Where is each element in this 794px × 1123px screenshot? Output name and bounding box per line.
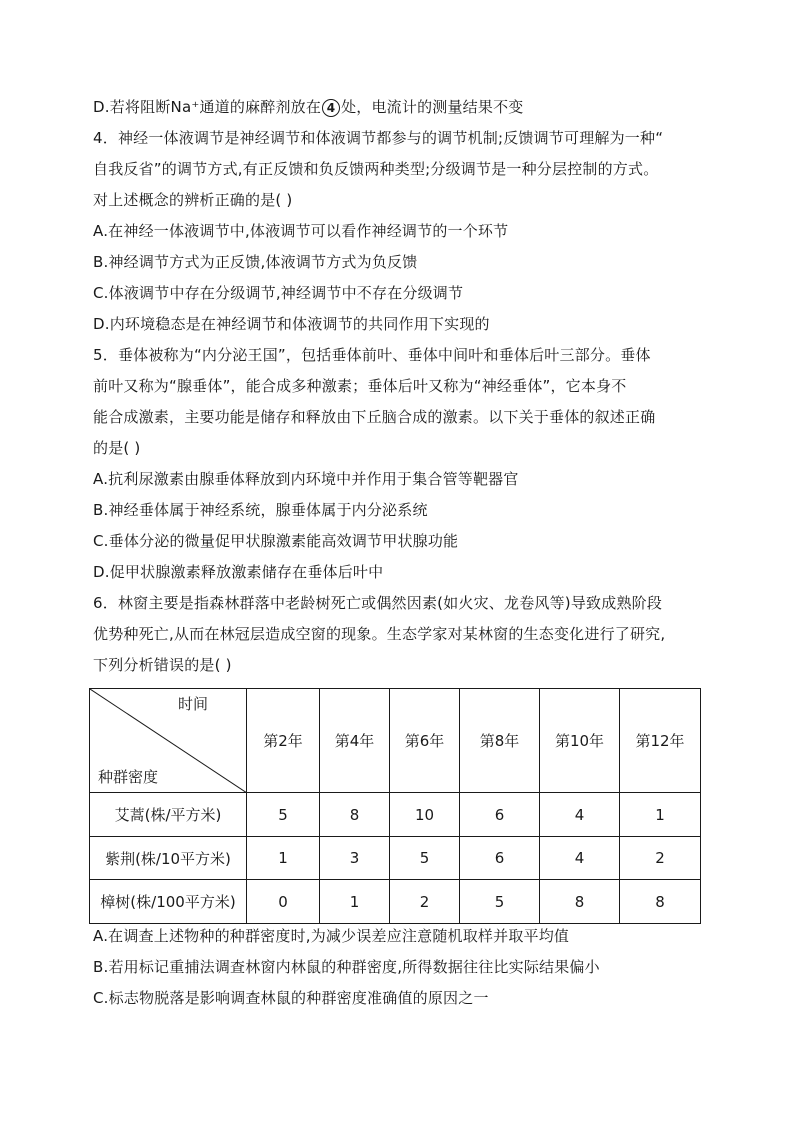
table-cell: 4 — [540, 793, 620, 837]
table-cell: 6 — [460, 793, 540, 837]
q5-stem-line-4: 的是( ) — [93, 439, 141, 457]
option-text: D.若将阻断Na⁺通道的麻醉剂放在 — [93, 98, 322, 116]
q4-stem-line-1: 4．神经一体液调节是神经调节和体液调节都参与的调节机制;反馈调节可理解为一种“ — [93, 129, 664, 147]
q5-stem-line-1: 5．垂体被称为“内分泌王国”，包括垂体前叶、垂体中间叶和垂体后叶三部分。垂体 — [93, 346, 651, 364]
column-header: 第10年 — [540, 689, 620, 793]
q5-stem-line-2: 前叶又称为“腺垂体”，能合成多种激素；垂体后叶又称为“神经垂体”，它本身不 — [93, 377, 627, 395]
q5-stem-line-3: 能合成激素，主要功能是储存和释放由下丘脑合成的激素。以下关于垂体的叙述正确 — [93, 408, 656, 426]
table-cell: 2 — [390, 880, 460, 924]
table-cell: 1 — [247, 837, 320, 880]
q4-stem-line-2: 自我反省”的调节方式,有正反馈和负反馈两种类型;分级调节是一种分层控制的方式。 — [93, 160, 659, 178]
q4-option-c: C.体液调节中存在分级调节,神经调节中不存在分级调节 — [93, 284, 464, 302]
row-label: 紫荆(株/10平方米) — [90, 837, 247, 880]
circled-number: 4 — [322, 99, 340, 117]
q5-option-b: B.神经垂体属于神经系统，腺垂体属于内分泌系统 — [93, 501, 428, 519]
q5-option-d: D.促甲状腺激素释放激素储存在垂体后叶中 — [93, 563, 384, 581]
table-cell: 4 — [540, 837, 620, 880]
option-d-q3 — [93, 97, 523, 117]
table-cell: 0 — [247, 880, 320, 924]
q6-option-a: A.在调查上述物种的种群密度时,为减少误差应注意随机取样并取平均值 — [93, 927, 570, 945]
q6-stem-line-1: 6．林窗主要是指森林群落中老龄树死亡或偶然因素(如火灾、龙卷风等)导致成熟阶段 — [93, 594, 663, 612]
q4-stem-line-3: 对上述概念的辨析正确的是( ) — [93, 191, 293, 209]
column-header: 第6年 — [390, 689, 460, 793]
table-header-row — [90, 689, 701, 793]
table-cell: 1 — [320, 880, 390, 924]
table-cell: 10 — [390, 793, 460, 837]
q5-option-a: A.抗利尿激素由腺垂体释放到内环境中并作用于集合管等靶器官 — [93, 470, 519, 488]
q6-option-c: C.标志物脱落是影响调查林鼠的种群密度准确值的原因之一 — [93, 989, 489, 1007]
row-label: 樟树(株/100平方米) — [90, 880, 247, 924]
column-header: 第8年 — [460, 689, 540, 793]
table-cell: 6 — [460, 837, 540, 880]
q4-option-b: B.神经调节方式为正反馈,体液调节方式为负反馈 — [93, 253, 418, 271]
option-text-tail: 处，电流计的测量结果不变 — [341, 98, 524, 116]
population-density-table — [89, 688, 701, 924]
column-header: 第2年 — [247, 689, 320, 793]
q6-stem-line-2: 优势种死亡,从而在林冠层造成空窗的现象。生态学家对某林窗的生态变化进行了研究, — [93, 625, 666, 643]
q4-option-a: A.在神经一体液调节中,体液调节可以看作神经调节的一个环节 — [93, 222, 509, 240]
table-cell: 2 — [620, 837, 701, 880]
table-cell: 8 — [320, 793, 390, 837]
q6-option-b: B.若用标记重捕法调查林窗内林鼠的种群密度,所得数据往往比实际结果偏小 — [93, 958, 600, 976]
q6-stem-line-3: 下列分析错误的是( ) — [93, 656, 232, 674]
row-label: 艾蒿(株/平方米) — [90, 793, 247, 837]
table-cell: 1 — [620, 793, 701, 837]
q5-option-c: C.垂体分泌的微量促甲状腺激素能高效调节甲状腺功能 — [93, 532, 459, 550]
table-cell: 8 — [540, 880, 620, 924]
corner-label-time: 时间 — [178, 695, 209, 713]
table-cell: 8 — [620, 880, 701, 924]
table-row — [90, 793, 701, 837]
corner-label-density: 种群密度 — [98, 768, 159, 786]
table-cell: 3 — [320, 837, 390, 880]
table-cell: 5 — [460, 880, 540, 924]
table-row — [90, 837, 701, 880]
table-row — [90, 880, 701, 924]
table-cell: 5 — [390, 837, 460, 880]
corner-header-cell — [90, 689, 247, 793]
column-header: 第4年 — [320, 689, 390, 793]
table-cell: 5 — [247, 793, 320, 837]
column-header: 第12年 — [620, 689, 701, 793]
q4-option-d: D.内环境稳态是在神经调节和体液调节的共同作用下实现的 — [93, 315, 490, 333]
